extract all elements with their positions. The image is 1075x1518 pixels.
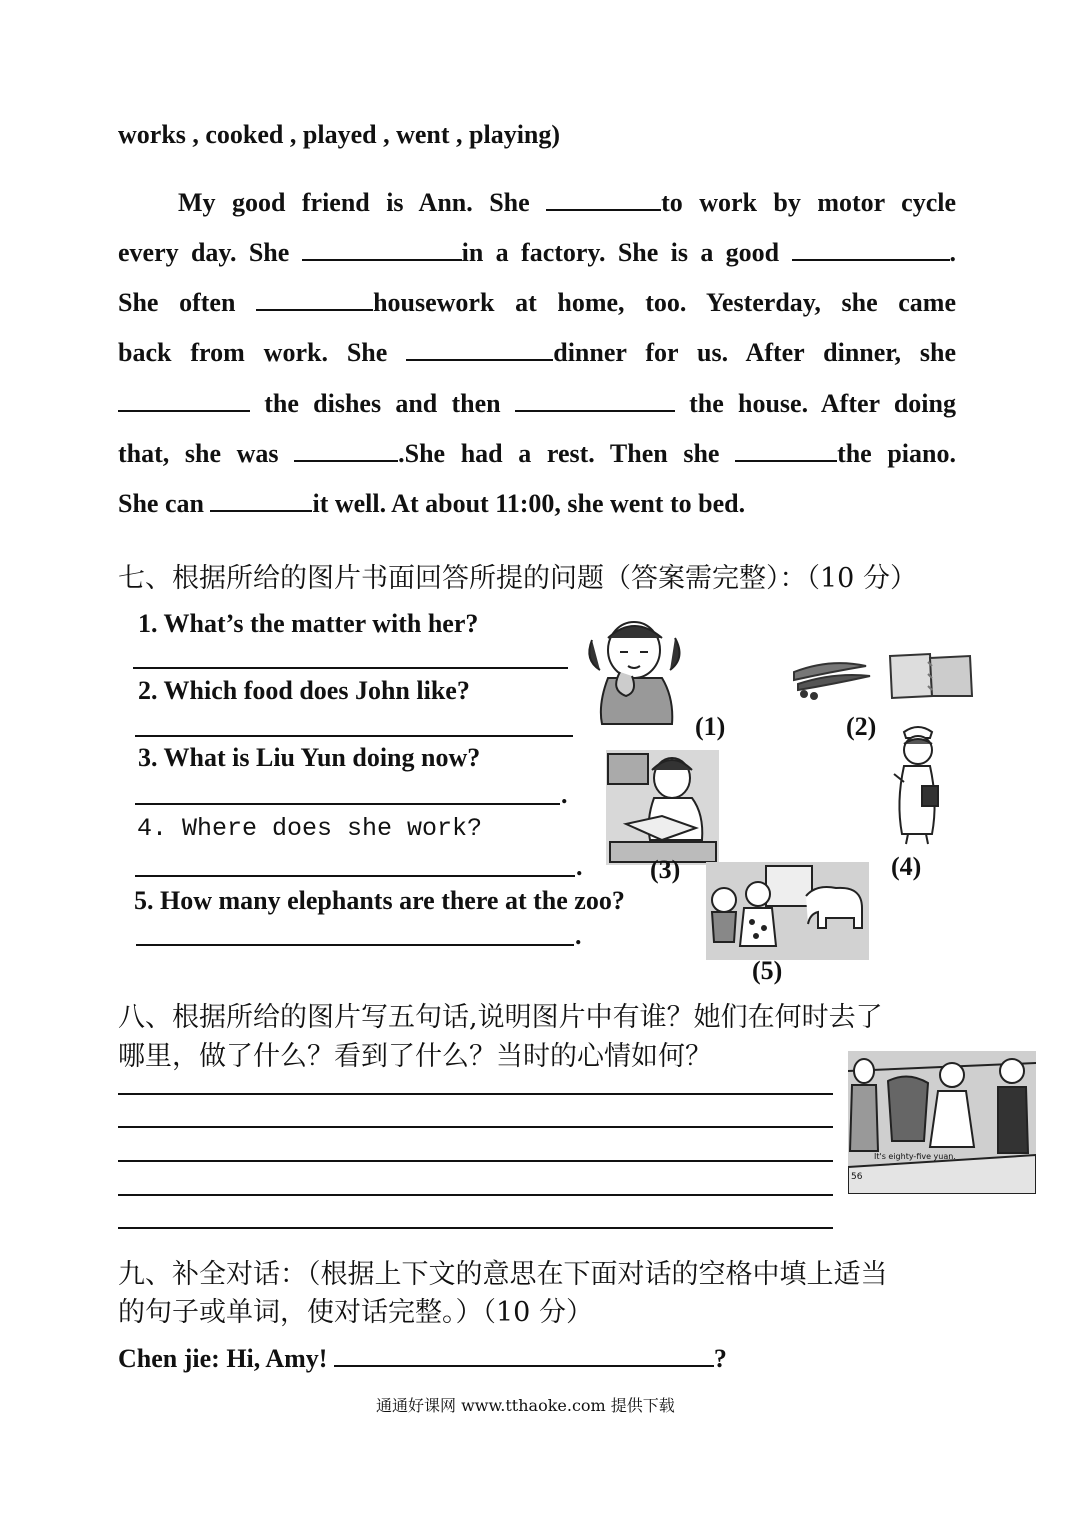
answer-line-4[interactable]: [135, 875, 575, 877]
shopping-illustration: [848, 1051, 1036, 1194]
passage-text: back from work. She: [118, 338, 407, 367]
answer-blank[interactable]: [515, 388, 675, 412]
food-illustration: [790, 650, 975, 705]
writing-line[interactable]: [118, 1227, 833, 1229]
answer-blank[interactable]: [792, 237, 950, 261]
question-2: 2. Which food does John like?: [138, 676, 470, 705]
girl-reading-illustration: [606, 750, 719, 865]
answer-blank[interactable]: [546, 187, 661, 211]
passage-text: dinner for us. After dinner, she: [553, 338, 956, 367]
dialogue-text: Chen jie: Hi, Amy!: [118, 1344, 334, 1373]
period: .: [561, 780, 568, 809]
passage-text: She can: [118, 489, 211, 518]
question-5: 5. How many elephants are there at the zoo?: [134, 886, 625, 915]
passage-text: every day. She: [118, 238, 302, 267]
answer-blank[interactable]: [735, 438, 837, 462]
picture-page-number: 56: [851, 1172, 863, 1182]
passage-line-2: [118, 237, 956, 268]
answer-blank[interactable]: [118, 388, 250, 412]
writing-line[interactable]: [118, 1160, 833, 1162]
answer-blank[interactable]: [210, 488, 312, 512]
passage-line-3: [118, 287, 956, 318]
passage-text: in a factory. She is a good: [461, 238, 792, 267]
answer-blank[interactable]: [406, 337, 553, 361]
question-1: 1. What’s the matter with her?: [138, 609, 479, 638]
section8-heading-line2: 哪里，做了什么？看到了什么？当时的心情如何？: [118, 1041, 712, 1072]
passage-text: it well. At about 11:00, she went to bed.: [312, 489, 746, 518]
answer-line-3[interactable]: [135, 803, 560, 805]
answer-blank[interactable]: [302, 237, 462, 261]
figure-label-5: (5): [752, 956, 783, 985]
answer-line-2[interactable]: [135, 735, 573, 737]
question-4: 4. Where does she work?: [137, 814, 483, 843]
question-3: 3. What is Liu Yun doing now?: [138, 743, 481, 772]
figure-label-1: (1): [695, 712, 726, 741]
figure-label-2: (2): [846, 712, 877, 741]
passage-text: My good friend is Ann. She: [178, 188, 547, 217]
passage-text: She often: [118, 288, 257, 317]
figure-label-4: (4): [891, 852, 922, 881]
dialogue-text: ?: [713, 1344, 727, 1373]
dialogue-blank[interactable]: [334, 1343, 714, 1367]
passage-line-1: [178, 187, 956, 218]
footer: 通通好课网 www.tthaoke.com 提供下载: [376, 1396, 675, 1415]
passage-text: .She had a rest. Then she: [398, 439, 736, 468]
answer-blank[interactable]: [294, 438, 398, 462]
passage-text: the dishes and then: [250, 389, 515, 418]
nurse-illustration: [888, 722, 948, 847]
answer-line-5[interactable]: [136, 944, 574, 946]
section9-heading-line2: 的句子或单词，使对话完整。）（10 分）: [118, 1297, 593, 1328]
passage-text: .: [949, 238, 956, 267]
girl-toothache-illustration: [580, 612, 690, 727]
section7-heading: 七、根据所给的图片书面回答所提的问题（答案需完整）：（10 分）: [118, 563, 917, 594]
passage-text: that, she was: [118, 439, 295, 468]
writing-line[interactable]: [118, 1093, 833, 1095]
figure-label-3: (3): [650, 855, 681, 884]
zoo-elephants-illustration: [706, 862, 869, 960]
word-bank-tail: works , cooked , played , went , playing): [118, 120, 561, 149]
passage-line-7: [118, 488, 745, 519]
passage-text: the piano.: [837, 439, 956, 468]
dialogue-line: [118, 1343, 727, 1374]
passage-line-4: [118, 337, 956, 368]
section8-heading-line1: 八、根据所给的图片写五句话,说明图片中有谁？她们在何时去了: [118, 1002, 883, 1033]
passage-text: the house. After doing: [674, 389, 956, 418]
picture-caption: It's eighty-five yuan.: [874, 1152, 956, 1161]
passage-line-6: [118, 438, 956, 469]
passage-text: housework at home, too. Yesterday, she came: [373, 288, 956, 317]
answer-blank[interactable]: [256, 287, 373, 311]
answer-line-1[interactable]: [133, 667, 568, 669]
writing-line[interactable]: [118, 1126, 833, 1128]
period: .: [575, 921, 582, 950]
passage-text: to work by motor cycle: [661, 188, 957, 217]
passage-line-5: [118, 388, 956, 419]
section9-heading-line1: 九、补全对话：（根据上下文的意思在下面对话的空格中填上适当: [118, 1259, 888, 1290]
period: .: [576, 852, 583, 881]
writing-line[interactable]: [118, 1194, 833, 1196]
